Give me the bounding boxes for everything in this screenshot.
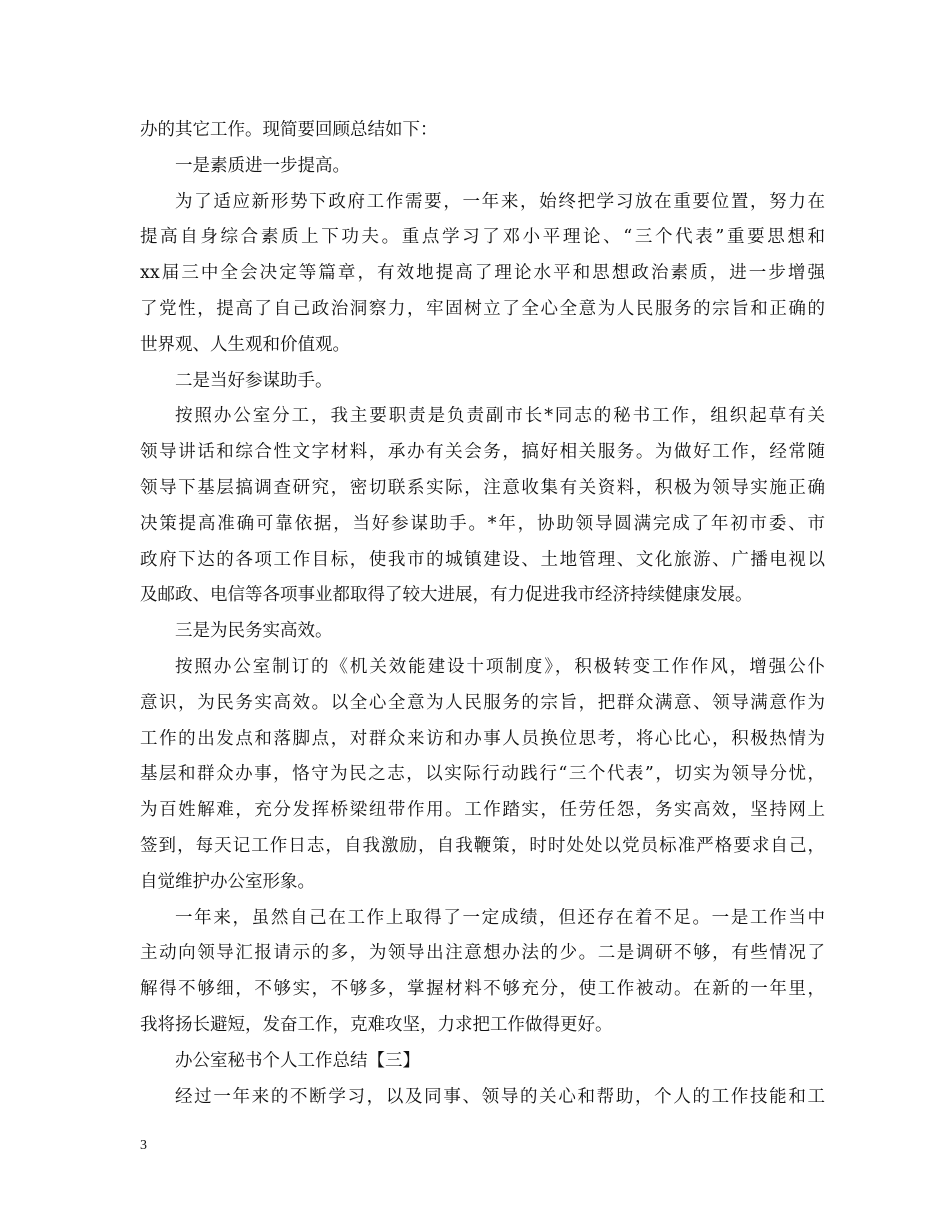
text-line: 为百姓解难，充分发挥桥梁纽带作用。工作踏实，任劳任怨，务实高效，坚持网上 <box>140 800 825 821</box>
text-line: 一是素质进一步提高。 <box>175 155 350 176</box>
text-line: 决策提高准确可靠依据，当好参谋助手。*年，协助领导圆满完成了年初市委、市 <box>140 513 825 534</box>
text-line: 领导下基层搞调查研究，密切联系实际，注意收集有关资料，积极为领导实施正确 <box>140 477 825 498</box>
text-line: 了党性，提高了自己政治洞察力，牢固树立了全心全意为人民服务的宗旨和正确的 <box>140 298 825 319</box>
text-line: 为了适应新形势下政府工作需要，一年来，始终把学习放在重要位置，努力在 <box>175 191 825 212</box>
text-line: 政府下达的各项工作目标，使我市的城镇建设、土地管理、文化旅游、广播电视以 <box>140 549 825 570</box>
text-line: 世界观、人生观和价值观。 <box>140 334 350 355</box>
text-line: 提高自身综合素质上下功夫。重点学习了邓小平理论、“三个代表”重要思想和 <box>140 227 825 248</box>
text-line: 三是为民务实高效。 <box>175 621 333 642</box>
section-heading: 办公室秘书个人工作总结【三】 <box>175 1050 420 1071</box>
text-line: 自觉维护办公室形象。 <box>140 871 315 892</box>
text-line: 主动向领导汇报请示的多，为领导出注意想办法的少。二是调研不够，有些情况了 <box>140 943 825 964</box>
text-line: 及邮政、电信等各项事业都取得了较大进展，有力促进我市经济持续健康发展。 <box>140 585 753 606</box>
text-line: 办的其它工作。现简要回顾总结如下： <box>140 120 438 140</box>
text-line: xx届三中全会决定等篇章，有效地提高了理论水平和思想政治素质，进一步增强 <box>140 263 825 284</box>
text-line: 意识，为民务实高效。以全心全意为人民服务的宗旨，把群众满意、领导满意作为 <box>140 692 825 713</box>
text-line: 基层和群众办事，恪守为民之志，以实际行动践行“三个代表”，切实为领导分忧， <box>140 764 825 785</box>
document-body <box>140 113 825 1115</box>
text-line: 按照办公室制订的《机关效能建设十项制度》，积极转变工作作风，增强公仆 <box>175 656 825 677</box>
text-line: 解得不够细，不够实，不够多，掌握材料不够充分，使工作被动。在新的一年里， <box>140 979 825 1000</box>
text-line: 签到，每天记工作日志，自我激励，自我鞭策，时时处处以党员标准严格要求自己， <box>140 835 825 856</box>
text-line: 按照办公室分工，我主要职责是负责副市长*同志的秘书工作，组织起草有关 <box>175 406 825 427</box>
text-line: 二是当好参谋助手。 <box>175 370 333 391</box>
text-line: 经过一年来的不断学习，以及同事、领导的关心和帮助，个人的工作技能和工 <box>175 1086 825 1107</box>
text-line: 工作的出发点和落脚点，对群众来访和办事人员换位思考，将心比心，积极热情为 <box>140 728 825 749</box>
page-number: 3 <box>140 1138 147 1153</box>
text-line: 领导讲话和综合性文字材料，承办有关会务，搞好相关服务。为做好工作，经常随 <box>140 442 825 463</box>
text-line: 我将扬长避短，发奋工作，克难攻坚，力求把工作做得更好。 <box>140 1014 613 1035</box>
text-line: 一年来，虽然自己在工作上取得了一定成绩，但还存在着不足。一是工作当中 <box>175 907 825 928</box>
